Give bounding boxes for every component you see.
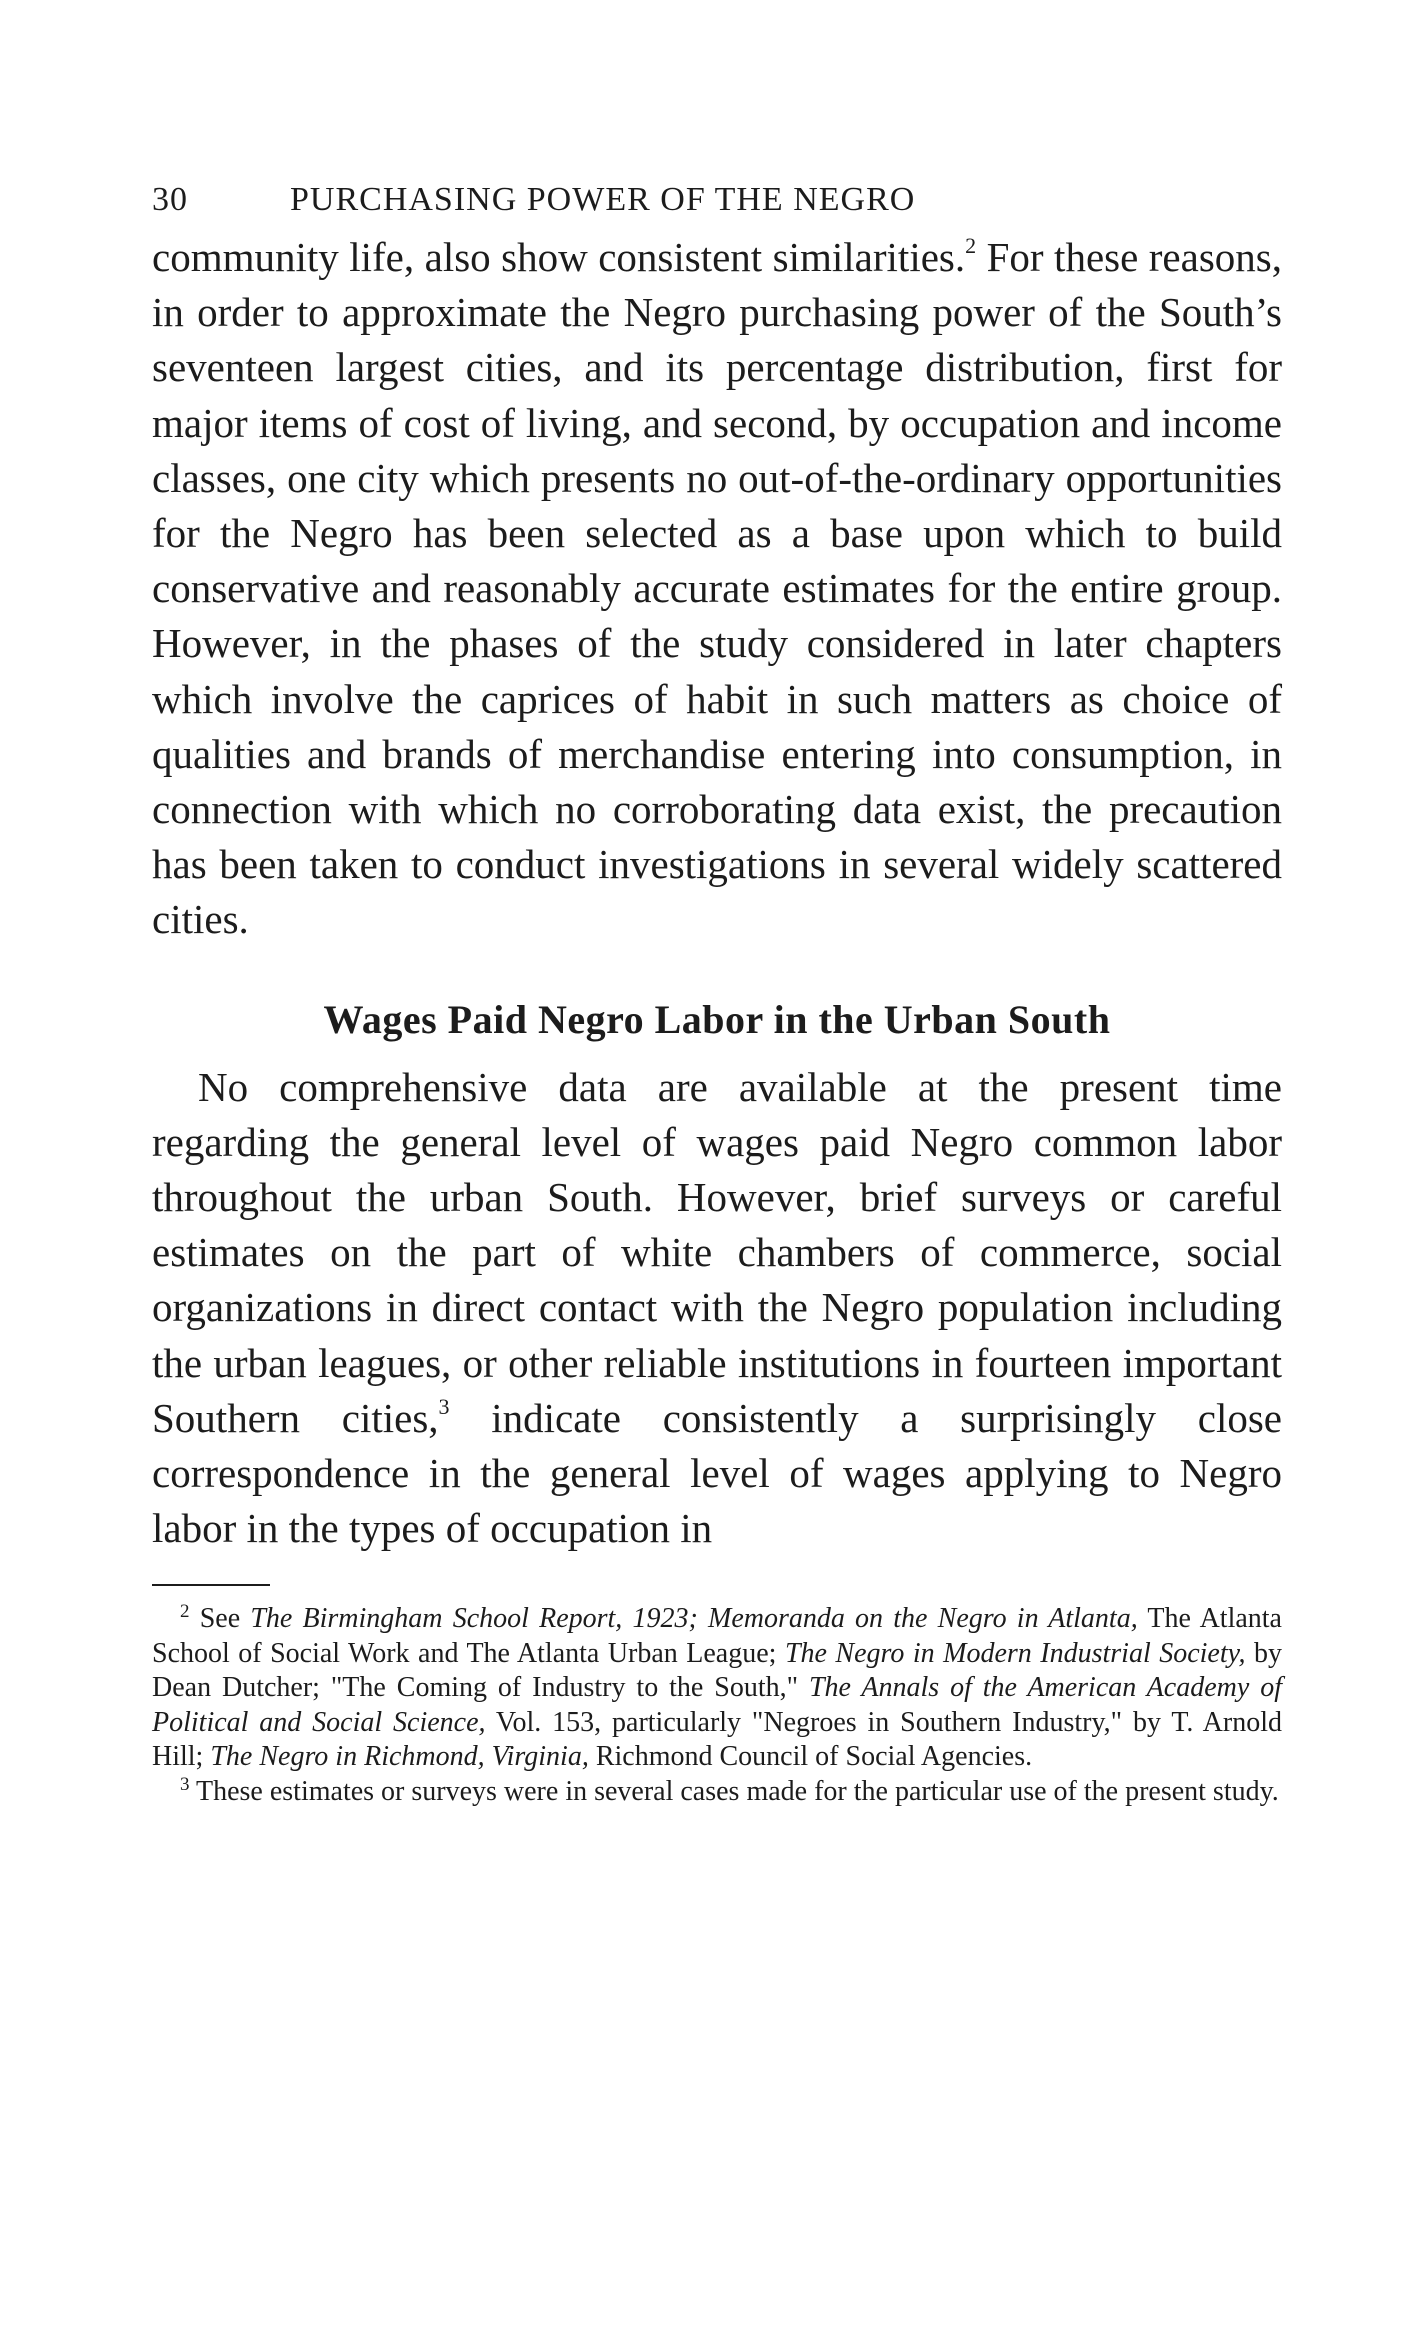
footnote-citation: The Negro in Richmond, Virginia,	[210, 1741, 589, 1773]
footnote-mark: 2	[180, 1601, 190, 1623]
book-page	[152, 170, 1282, 1809]
footnote-text: The Atlanta School of Social Work and The Atlanta Urban League;	[152, 1603, 1282, 1669]
paragraph-text: For these reasons, in order to approximate the Negro purchasing power of the South’s seventeen largest cities, and its percentage distribution, first for major items of cost of living, and second, by occupation and income classes, one city which presents no out-of-the-ordinary opportunities for the Negro has been selected as a base upon which to build conservative and reasonably accurate estimates for the entire group. However, in the phases of the study considered in later chapters which involve the caprices of habit in such matters as choice of qualities and brands of merchandise entering into consumption, in connection with which no corroborating data exist, the precaution has been taken to conduct investigations in several widely scattered cities.	[152, 234, 1282, 943]
footnote-text: Vol. 153, particularly "Negroes in Southern Industry," by T. Arnold Hill;	[152, 1706, 1282, 1773]
footnote-citation: The Annals of the American Academy of Political and Social Science,	[152, 1672, 1282, 1738]
running-title: PURCHASING POWER OF THE NEGRO	[290, 181, 916, 218]
footnote-citation: The Birmingham School Report, 1923; Memoranda on the Negro in Atlanta,	[250, 1603, 1138, 1635]
footnote-text: by Dean Dutcher; "The Coming of Industry to the South,"	[152, 1637, 1283, 1704]
running-header	[152, 170, 1282, 230]
footnote-text: These estimates or surveys were in several cases made for the particular use of the present study.	[189, 1775, 1279, 1807]
paragraph-text: No comprehensive data are available at the present time regarding the general level of wages paid Negro common labor throughout the urban South. However, brief surveys or careful estimates on the part of white chambers of commerce, social organizations in direct contact with the Negro population including the urban leagues, or other reliable institutions in fourteen important Southern cities,	[152, 1063, 1282, 1441]
footnote-text: See	[189, 1603, 251, 1635]
page-number: 30	[152, 181, 188, 218]
footnote-mark: 3	[180, 1773, 190, 1795]
footnote-reference[interactable]: 2	[965, 233, 977, 258]
footnote-divider	[152, 1584, 270, 1586]
paragraph-text: indicate consistently a surprisingly close correspondence in the general level of wages applying to Negro labor in the types of occupation in	[152, 1394, 1283, 1552]
body-text	[152, 230, 1282, 1556]
footnote-2	[152, 1602, 1282, 1775]
footnote-3	[152, 1775, 1282, 1810]
section-heading: Wages Paid Negro Labor in the Urban South	[323, 996, 1111, 1042]
paragraph-continuation	[152, 230, 1282, 948]
footnote-reference[interactable]: 3	[438, 1393, 450, 1419]
footnote-citation: The Negro in Modern Industrial Society,	[784, 1637, 1246, 1669]
paragraph-text: community life, also show consistent similarities.	[152, 234, 966, 280]
footnote-text: Richmond Council of Social Agencies.	[588, 1741, 1033, 1773]
paragraph	[152, 1060, 1282, 1557]
footnotes	[152, 1602, 1282, 1809]
